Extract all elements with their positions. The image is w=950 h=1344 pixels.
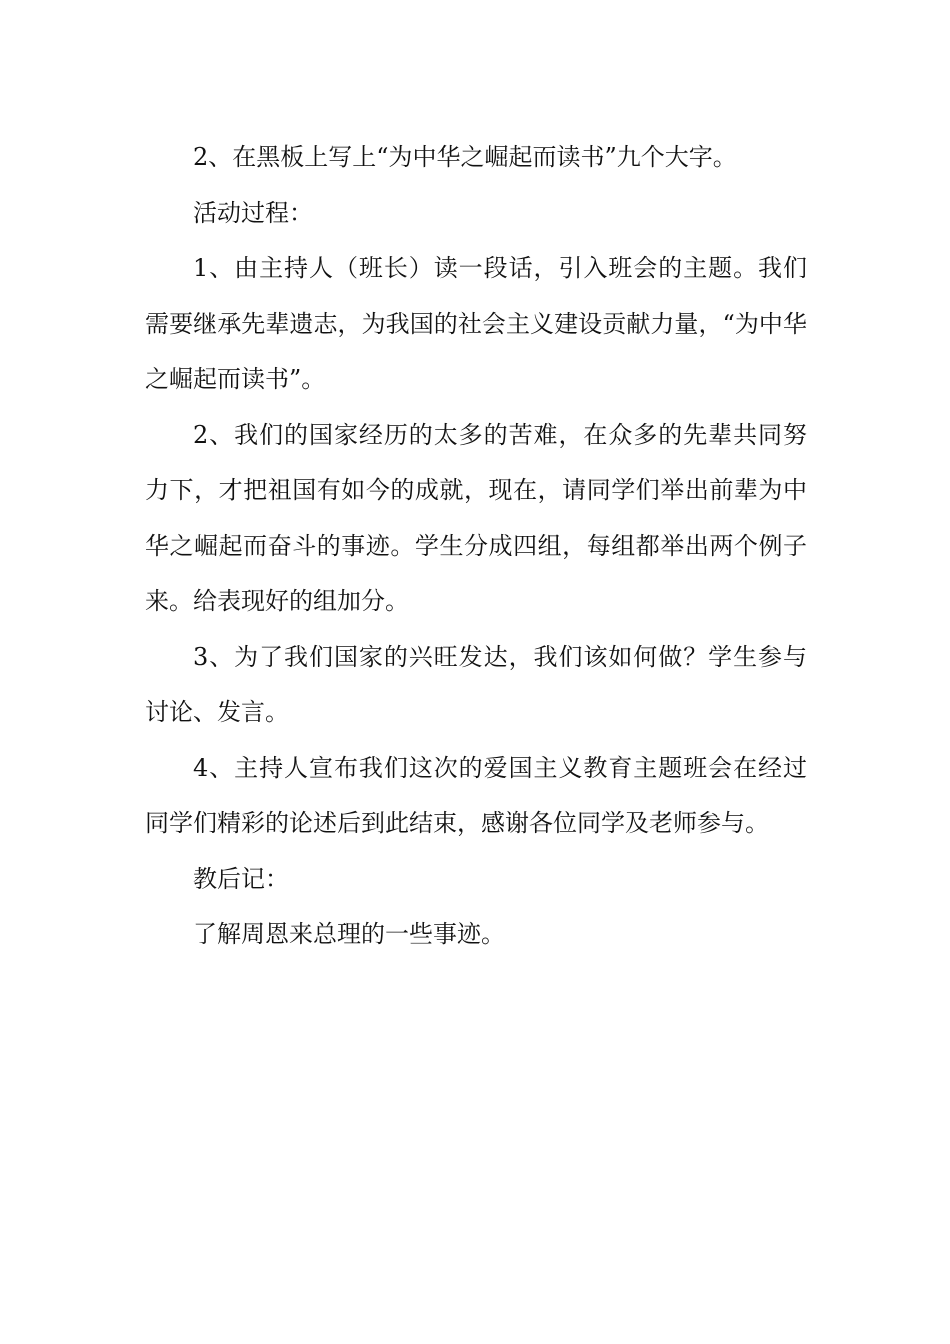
paragraph-teaching-notes: 了解周恩来总理的一些事迹。 [193, 920, 505, 948]
paragraph-activity-step-1: 1、由主持人（班长）读一段话，引入班会的主题。我们需要继承先辈遗志，为我国的社会主义建设贡献力量，“为中华之崛起而读书”。 [145, 254, 807, 393]
heading-teaching-notes: 教后记： [193, 864, 289, 893]
heading-activity-process: 活动过程： [193, 198, 313, 227]
paragraph-activity-step-4: 4、主持人宣布我们这次的爱国主义教育主题班会在经过同学们精彩的论述后到此结束，感谢各位同学及老师参与。 [145, 753, 807, 837]
paragraph-activity-step-2: 2、我们的国家经历的太多的苦难，在众多的先辈共同努力下，才把祖国有如今的成就，现在，请同学们举出前辈为中华之崛起而奋斗的事迹。学生分成四组，每组都举出两个例子来。给表现好的组加分。 [145, 420, 807, 615]
document-body [145, 130, 807, 963]
paragraph-activity-step-3: 3、为了我们国家的兴旺发达，我们该如何做？学生参与讨论、发言。 [145, 642, 807, 726]
paragraph-preparation-step-2: 2、在黑板上写上“为中华之崛起而读书”九个大字。 [193, 143, 737, 171]
